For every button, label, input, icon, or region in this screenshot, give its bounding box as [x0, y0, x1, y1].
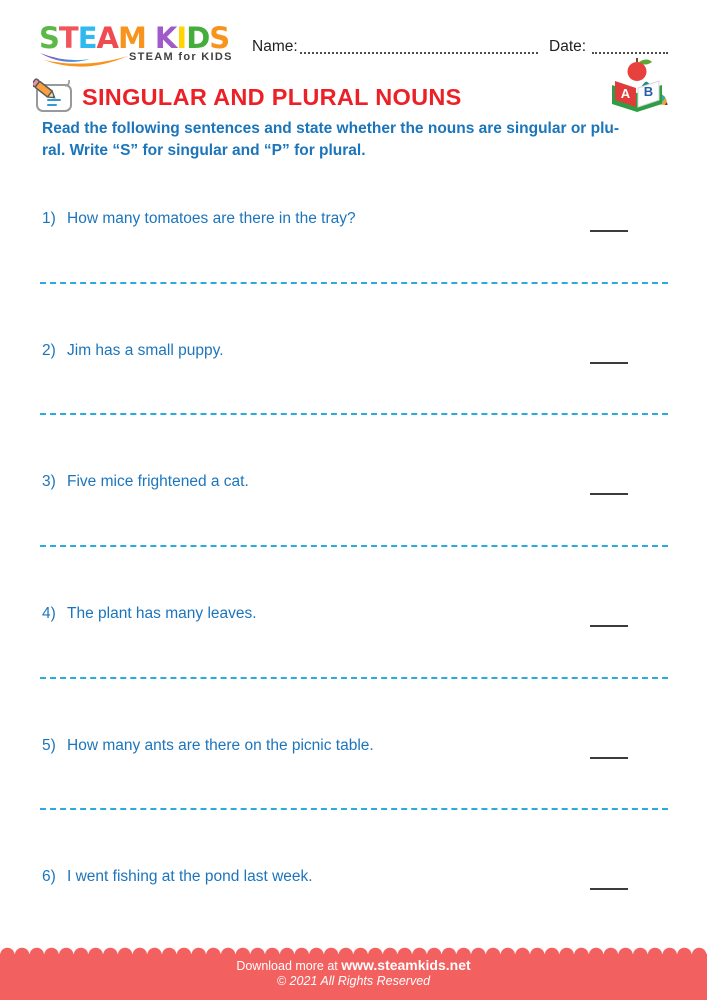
answer-blank-2[interactable] — [590, 362, 628, 364]
question-text: How many tomatoes are there in the tray? — [67, 210, 356, 227]
svg-text:A: A — [620, 86, 631, 101]
name-label: Name: — [252, 38, 298, 55]
footer-copyright: © 2021 All Rights Reserved — [276, 974, 431, 988]
question-text: The plant has many leaves. — [67, 605, 257, 622]
steam-kids-logo: STEAM KIDS — [39, 21, 230, 55]
question-number: 2) — [42, 342, 56, 359]
dashed-separator — [40, 545, 668, 547]
question-6 — [42, 868, 670, 912]
footer-download-text: Download more at — [236, 959, 338, 973]
name-input-line[interactable] — [300, 38, 538, 54]
date-label: Date: — [549, 38, 587, 55]
question-number: 5) — [42, 737, 56, 754]
dashed-separator — [40, 413, 668, 415]
question-number: 4) — [42, 605, 56, 622]
svg-text:B: B — [643, 84, 654, 99]
footer — [0, 954, 707, 1000]
question-1 — [42, 210, 670, 254]
question-text: Five mice frightened a cat. — [67, 473, 249, 490]
question-text: Jim has a small puppy. — [67, 342, 224, 359]
answer-blank-4[interactable] — [590, 625, 628, 627]
question-number: 6) — [42, 868, 56, 885]
question-text: How many ants are there on the picnic table. — [67, 737, 374, 754]
dashed-separator — [40, 677, 668, 679]
logo-swoosh-icon — [38, 51, 133, 71]
page-title: SINGULAR AND PLURAL NOUNS — [82, 84, 462, 110]
answer-blank-5[interactable] — [590, 757, 628, 759]
logo-tagline: STEAM for KIDS — [129, 51, 233, 63]
instructions-line2: ral. Write “S” for singular and “P” for plural. — [42, 142, 366, 159]
instructions-line1: Read the following sentences and state whether the nouns are singular or plu- — [42, 120, 620, 137]
pencil-paper-icon — [33, 78, 75, 116]
date-input-line[interactable] — [592, 38, 668, 54]
question-2 — [42, 342, 670, 386]
question-3 — [42, 473, 670, 517]
book-apple-icon — [606, 57, 672, 119]
question-text: I went fishing at the pond last week. — [67, 868, 313, 885]
question-4 — [42, 605, 670, 649]
question-number: 3) — [42, 473, 56, 490]
question-5 — [42, 737, 670, 781]
footer-website-link[interactable]: www.steamkids.net — [341, 957, 471, 973]
instructions — [42, 118, 667, 162]
scallop-border — [0, 943, 707, 955]
footer-download-line — [0, 957, 707, 973]
dashed-separator — [40, 808, 668, 810]
answer-blank-1[interactable] — [590, 230, 628, 232]
answer-blank-6[interactable] — [590, 888, 628, 890]
answer-blank-3[interactable] — [590, 493, 628, 495]
dashed-separator — [40, 282, 668, 284]
question-number: 1) — [42, 210, 56, 227]
